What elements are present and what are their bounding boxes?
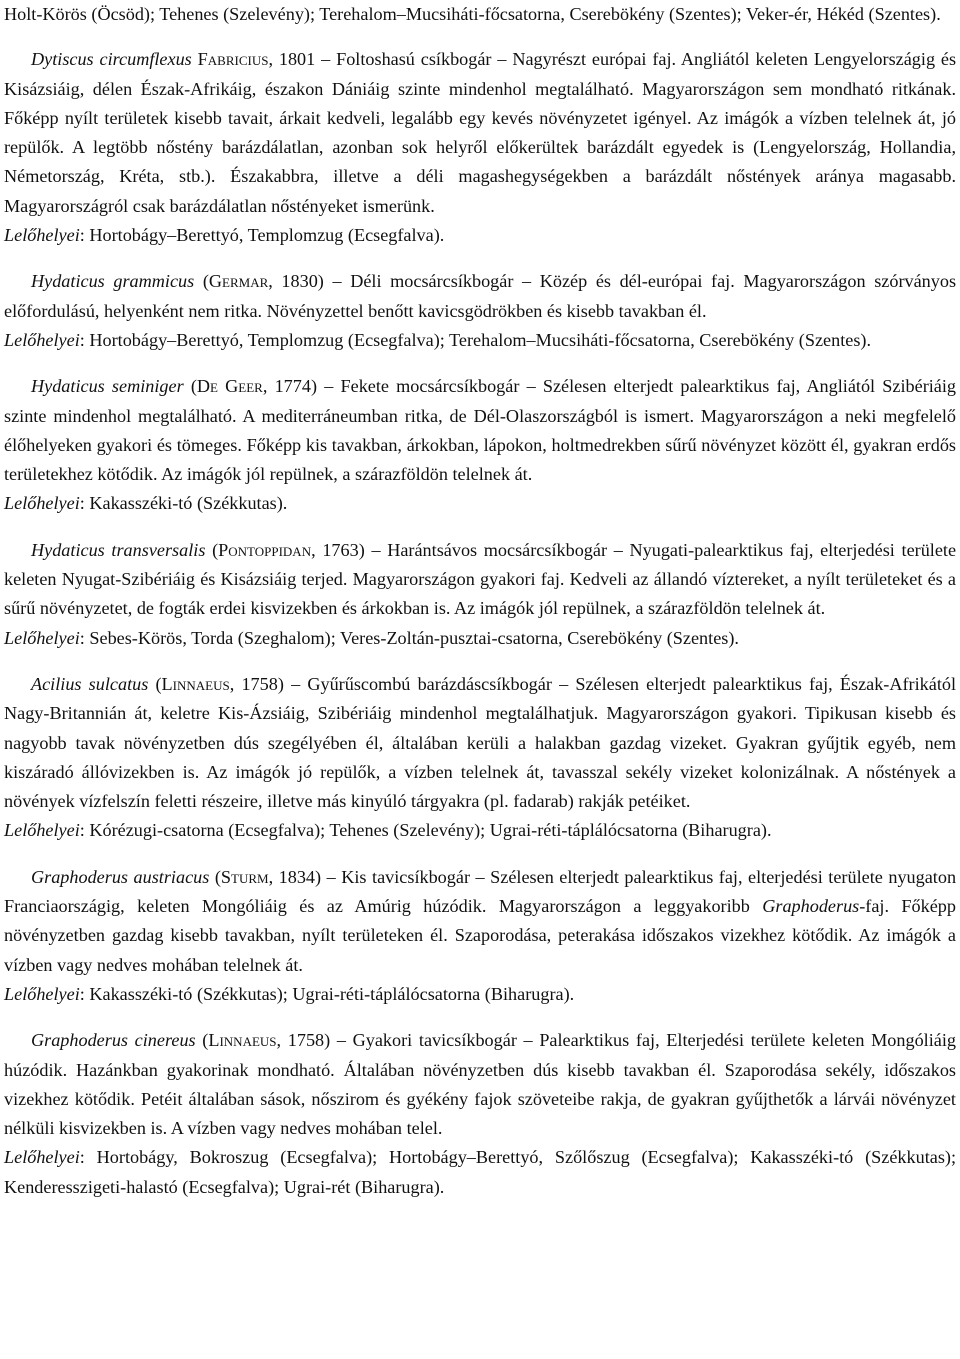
localities-label: Lelőhelyei	[4, 493, 80, 514]
species-author: Pontoppidan	[218, 539, 312, 560]
species-author: Linnaeus	[161, 673, 230, 694]
localities-label: Lelőhelyei	[4, 329, 80, 350]
species-description: Szélesen elterjedt palearktikus faj, Angliától Szibériáig szinte mindenhol megtalálható. A mediterráneumban ritka, de Dél-Olaszországból is ismert. Magyarországon a neki megfelelő élőhelyeken gyakori és tömeges. Főképp kis tavakban, árkokban, lápokon, holtmedrekben sűrű növényzet között él, gyakran erdős területekhez kötődik. Az imágók jól repülnek, a szárazföldön telelnek át.	[4, 376, 957, 485]
species-name: Dytiscus circumflexus	[31, 49, 192, 70]
species-year: , 1758)	[276, 1030, 331, 1051]
intro-paragraph	[4, 0, 956, 29]
species-description: Nagyrészt európai faj. Angliától keleten Lengyelországig és Kisázsiáig, délen Észak-Afrikáig, északon Dániáig szinte mindenhol megtalálható. Magyarországon sem mondható ritkának. Főképp nyílt területek kisebb tavait, árkait kedveli, legalább egy kevés növényzetet igényel. Az imágók a vízben telelnek át, jó repülők. A legtöbb nőstény barázdálatlan, azonban sok helyről előkerültek barázdált egyedek is (Lengyelország, Hollandia, Németország, Kréta, stb.). Északabbra, illetve a déli magashegységekben a barázdált nőstények aránya magasabb. Magyarországról csak barázdálatlan nőstényeket ismerünk.	[4, 49, 957, 216]
species-author: Fabricius	[197, 49, 269, 70]
species-common-name: Kis tavicsíkbogár	[341, 866, 470, 887]
localities-text: Hortobágy–Berettyó, Templomzug (Ecsegfalva); Terehalom–Mucsiháti-főcsatorna, Cserebökény (Szentes).	[89, 329, 872, 350]
species-description: Közép és dél-európai faj. Magyarországon szórványos előfordulású, helyenként nem ritka. Növényzettel benőtt kavicsgödrökben és kisebb tavakban él.	[4, 271, 957, 321]
localities-label: Lelőhelyei	[4, 225, 80, 246]
species-name: Acilius sulcatus	[31, 673, 149, 694]
localities-text: Kakasszéki-tó (Székkutas); Ugrai-réti-táplálócsatorna (Biharugra).	[89, 983, 575, 1004]
species-entry: Acilius sulcatus (Linnaeus, 1758) – Gyűrűscombú barázdáscsíkbogár – Szélesen elterjedt palearktikus faj, Észak-Afrikától Nagy-Britannián át, keletre Kis-Ázsiáig, Szibériáig mindenhol megtalálhatjuk. Magyarországon gyakori. Tipikusan kisebb és nagyobb tavak növényzetben dús szegélyében él, általában kerüli a halakban gazdag vizeket. Gyakran gyűjtik egyéb, nem kiszáradó állóvizekben is. Az imágók jó repülők, a vízben telelnek át, tavasszal sekély vizeket kolonizálnak. A nőstények a növények vízfelszín feletti részeire, illetve más kinyúló tárgyakra (pl. fadarab) rakják petéiket. Lelőhelyei: Kórézugi-csatorna (Ecsegfalva); Tehenes (Szelevény); Ugrai-réti-táplálócsatorna (Biharugra).	[4, 673, 957, 841]
species-entry: Graphoderus austriacus (Sturm, 1834) – Kis tavicsíkbogár – Szélesen elterjedt palearktikus faj, elterjedési területe nyugaton Franciaországig, keleten Mongóliáig és az Amúrig húzódik. Magyarországon a leggyakoribb Graphoderus-faj. Főképp növényzetben gazdag kisebb tavakban, nyílt területeken él. Szaporodása, peterakása időszakos vizekhez kötődik. Az imágók a vízben vagy nedves mohában telelnek át. Lelőhelyei: Kakasszéki-tó (Székkutas); Ugrai-réti-táplálócsatorna (Biharugra).	[4, 866, 957, 1004]
species-description-post: -faj. Főképp növényzetben gazdag kisebb tavakban, nyílt területeken él. Szaporodása, peterakása időszakos vizekhez kötődik. Az imágók a vízben vagy nedves mohában telelnek át.	[4, 896, 956, 975]
species-author: De Geer	[196, 376, 263, 397]
species-year: , 1774)	[262, 376, 318, 397]
localities-label: Lelőhelyei	[4, 1147, 80, 1168]
localities-text: Hortobágy, Bokroszug (Ecsegfalva); Hortobágy–Berettyó, Szőlőszug (Ecsegfalva); Kakasszéki-tó (Székkutas); Kenderesszigeti-halastó (Ecsegfalva); Ugrai-rét (Biharugra).	[4, 1147, 957, 1197]
species-common-name: Harántsávos mocsárcsíkbogár	[387, 539, 608, 560]
species-year: , 1758)	[229, 673, 284, 694]
localities-text: Kakasszéki-tó (Székkutas).	[89, 493, 288, 514]
species-description-pre: Szélesen elterjedt palearktikus faj, elterjedési területe nyugaton Franciaországig, keleten Mongóliáig és az Amúrig húzódik. Magyarországon a leggyakoribb	[4, 866, 957, 917]
species-name: Graphoderus austriacus	[31, 866, 210, 887]
species-entry: Hydaticus seminiger (De Geer, 1774) – Fekete mocsárcsíkbogár – Szélesen elterjedt palearktikus faj, Angliától Szibériáig szinte mindenhol megtalálható. A mediterráneumban ritka, de Dél-Olaszországból is ismert. Magyarországon a neki megfelelő élőhelyeken gyakori és tömeges. Főképp kis tavakban, árkokban, lápokon, holtmedrekben sűrű növényzet között él, gyakran erdős területekhez kötődik. Az imágók jól repülnek, a szárazföldön telelnek át. Lelőhelyei: Kakasszéki-tó (Székkutas).	[4, 376, 957, 514]
species-common-name: Foltoshasú csíkbogár	[336, 49, 492, 70]
species-description: Nyugati-palearktikus faj, elterjedési területe keleten Nyugat-Szibériáig és Kisázsiáig terjed. Magyarországon gyakori faj. Kedveli az állandó víztereket, a nyílt területeket és a sűrű növényzetet, de fogták erdei kisvizekben és árkokban is. Az imágók jól repülnek, a szárazföldön telelnek át.	[4, 539, 957, 619]
species-common-name: Gyakori tavicsíkbogár	[352, 1030, 517, 1051]
localities-text: Hortobágy–Berettyó, Templomzug (Ecsegfalva).	[89, 225, 445, 246]
species-author: Sturm	[220, 866, 269, 887]
localities-label: Lelőhelyei	[4, 627, 80, 648]
species-description: Szélesen elterjedt palearktikus faj, Észak-Afrikától Nagy-Britannián át, keletre Kis-Ázsiáig, Szibériáig mindenhol megtalálhatjuk. Magyarországon gyakori. Tipikusan kisebb és nagyobb tavak növényzetben dús szegélyében él, általában kerüli a halakban gazdag vizeket. Gyakran gyűjtik egyéb, nem kiszáradó állóvizekben is. Az imágók jó repülők, a vízben telelnek át, tavasszal sekély vizeket kolonizálnak. A nőstények a növények vízfelszín feletti részeire, illetve más kinyúló tárgyakra (pl. fadarab) rakják petéiket.	[4, 673, 957, 812]
species-common-name: Fekete mocsárcsíkbogár	[340, 376, 520, 397]
genus-reference: Graphoderus	[762, 896, 860, 917]
species-entry: Dytiscus circumflexus Fabricius, 1801 – Foltoshasú csíkbogár – Nagyrészt európai faj. Angliától keleten Lengyelországig és Kisázsiáig, délen Észak-Afrikáig, északon Dániáig szinte mindenhol megtalálható. Magyarországon sem mondható ritkának. Főképp nyílt területek kisebb tavait, árkait kedveli, legalább egy kevés növényzetet igényel. Az imágók a vízben telelnek át, jó repülők. A legtöbb nőstény barázdálatlan, azonban sok helyről előkerültek barázdált egyedek is (Lengyelország, Hollandia, Németország, Kréta, stb.). Északabbra, illetve a déli magashegységekben a barázdált nőstények aránya magasabb. Magyarországról csak barázdálatlan nőstényeket ismerünk. Lelőhelyei: Hortobágy–Berettyó, Templomzug (Ecsegfalva).	[4, 49, 957, 246]
species-description: Palearktikus faj, Elterjedési területe keleten Mongóliáig húzódik. Hazánkban gyakorinak mondható. Általában növényzetben dús kisebb tavakban él. Szaporodása sekély, időszakos vizekhez kötődik. Petéit általában sások, nőszirom és gyékény fajok szöveteibe rakja, de gyakran gyűjthetők a lárvái növényzet nélküli kisvizekben is. A vízben vagy nedves mohában telel.	[4, 1030, 956, 1139]
species-author: Germar	[208, 271, 269, 292]
localities-text: Sebes-Körös, Torda (Szeghalom); Veres-Zoltán-pusztai-csatorna, Cserebökény (Szentes).	[89, 627, 739, 648]
localities-label: Lelőhelyei	[4, 820, 80, 841]
species-year: , 1801	[268, 49, 316, 70]
species-year: , 1830)	[268, 271, 324, 292]
species-entry: Hydaticus grammicus (Germar, 1830) – Déli mocsárcsíkbogár – Közép és dél-európai faj. Magyarországon szórványos előfordulású, helyenként nem ritka. Növényzettel benőtt kavicsgödrökben és kisebb tavakban él. Lelőhelyei: Hortobágy–Berettyó, Templomzug (Ecsegfalva); Terehalom–Mucsiháti-főcsatorna, Cserebökény (Szentes).	[4, 271, 957, 350]
species-common-name: Déli mocsárcsíkbogár	[350, 271, 514, 292]
species-common-name: Gyűrűscombú barázdáscsíkbogár	[307, 673, 552, 694]
species-entry: Hydaticus transversalis (Pontoppidan, 1763) – Harántsávos mocsárcsíkbogár – Nyugati-palearktikus faj, elterjedési területe keleten Nyugat-Szibériáig és Kisázsiáig terjed. Magyarországon gyakori faj. Kedveli az állandó víztereket, a nyílt területeket és a sűrű növényzetet, de fogták erdei kisvizekben és árkokban is. Az imágók jól repülnek, a szárazföldön telelnek át. Lelőhelyei: Sebes-Körös, Torda (Szeghalom); Veres-Zoltán-pusztai-csatorna, Cserebökény (Szentes).	[4, 539, 957, 648]
species-year: , 1834)	[268, 866, 322, 887]
species-year: , 1763)	[311, 539, 365, 560]
localities-label: Lelőhelyei	[4, 983, 80, 1004]
species-name: Hydaticus seminiger	[31, 376, 184, 397]
intro-text: Holt-Körös (Öcsöd); Tehenes (Szelevény); Terehalom–Mucsiháti-főcsatorna, Cserebökény (Szentes); Veker-ér, Hékéd (Szentes).	[4, 4, 941, 24]
species-name: Graphoderus cinereus	[31, 1030, 196, 1051]
localities-text: Kórézugi-csatorna (Ecsegfalva); Tehenes (Szelevény); Ugrai-réti-táplálócsatorna (Biharugra).	[89, 820, 772, 841]
species-entry: Graphoderus cinereus (Linnaeus, 1758) – Gyakori tavicsíkbogár – Palearktikus faj, Elterjedési területe keleten Mongóliáig húzódik. Hazánkban gyakorinak mondható. Általában növényzetben dús kisebb tavakban él. Szaporodása sekély, időszakos vizekhez kötődik. Petéit általában sások, nőszirom és gyékény fajok szöveteibe rakja, de gyakran gyűjthetők a lárvái növényzet nélküli kisvizekben is. A vízben vagy nedves mohában telel. Lelőhelyei: Hortobágy, Bokroszug (Ecsegfalva); Hortobágy–Berettyó, Szőlőszug (Ecsegfalva); Kakasszéki-tó (Székkutas); Kenderesszigeti-halastó (Ecsegfalva); Ugrai-rét (Biharugra).	[4, 1030, 957, 1197]
species-author: Linnaeus	[208, 1030, 277, 1051]
species-name: Hydaticus transversalis	[31, 539, 206, 560]
species-name: Hydaticus grammicus	[31, 271, 195, 292]
